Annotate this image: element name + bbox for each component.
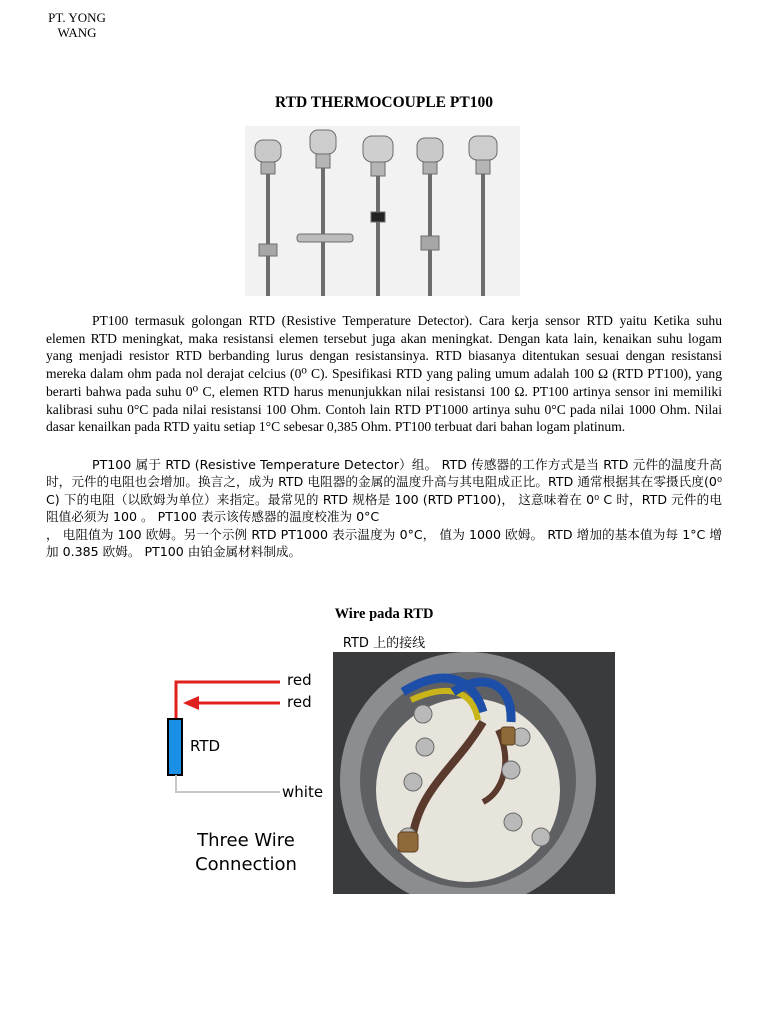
rtd-terminal-photo (333, 652, 615, 894)
wire-section-subtitle: RTD 上的接线 (342, 636, 426, 651)
label-red-1: red (287, 671, 312, 689)
label-rtd: RTD (190, 737, 221, 755)
caption-line2: Connection (195, 854, 297, 875)
rtd-element (168, 719, 182, 775)
paragraph-chinese-text: PT100 属于 RTD (Resistive Temperature Detector）组。 RTD 传感器的工作方式是当 RTD 元件的温度升高时，元件的电阻也会增加。换言之，成为 RTD 电阻器的金属的温度升高与其电阻成正比。RTD 通常根据其在零摄氏度(0⁰ C) 下的电阻（以欧姆为单位）来指定。最常见的 RTD 规格是 100 (RTD PT100)， 这意味着在 0⁰ C 时，RTD 元件的电阻值必须为 100 。 PT100 表示该传感器的温度校准为 0°C (46, 457, 722, 525)
three-wire-diagram (153, 652, 333, 894)
paragraph-chinese-continuation: ， 电阻值为 100 欧姆。另一个示例 RTD PT1000 表示温度为 0°C， 值为 1000 欧姆。 RTD 增加的基本值为每 1°C 增加 0.385 欧姆。 PT100 由铂金属材料制成。 (46, 526, 722, 560)
paragraph-indonesian-text: PT100 termasuk golongan RTD (Resistive Temperature Detector). Cara kerja sensor RTD yaitu Ketika suhu elemen RTD meningkat, maka resistansi elemen tersebut juga akan meningkat. Dengan kata lain, kenaikan suhu logam yang menjadi resistor RTD berbanding lurus dengan resistansinya. RTD biasanya ditentukan sesuai dengan resistansi mereka dalam ohm pada nol derajat celcius (0⁰ C). Spesifikasi RTD yang paling umum adalah 100 Ω (RTD PT100), yang berarti bahwa pada suhu 0⁰ C, elemen RTD harus menunjukkan nilai resistansi 100 Ω. PT100 artinya sensor ini memiliki kalibrasi suhu 0°C pada nilai resistansi 100 Ohm. Contoh lain RTD PT1000 artinya suhu 0°C pada nilai 1000 Ohm. Nilai dasar kenailkan pada RTD yaitu setiap 1°C sebesar 0,385 Ohm. PT100 terbuat dari bahan logam platinum. (46, 313, 722, 435)
label-red-2: red (287, 693, 312, 711)
paragraph-indonesian (46, 312, 722, 436)
company-name (40, 10, 114, 40)
caption-line1: Three Wire (197, 830, 295, 851)
paragraph-chinese (46, 456, 722, 560)
label-white: white (282, 783, 324, 801)
thermocouple-probes-image (245, 126, 520, 296)
document-title: RTD THERMOCOUPLE PT100 (275, 94, 493, 111)
wire-section-title: Wire pada RTD (334, 606, 434, 622)
company-name-line2: WANG (57, 25, 97, 40)
company-name-line1: PT. YONG (48, 10, 106, 25)
